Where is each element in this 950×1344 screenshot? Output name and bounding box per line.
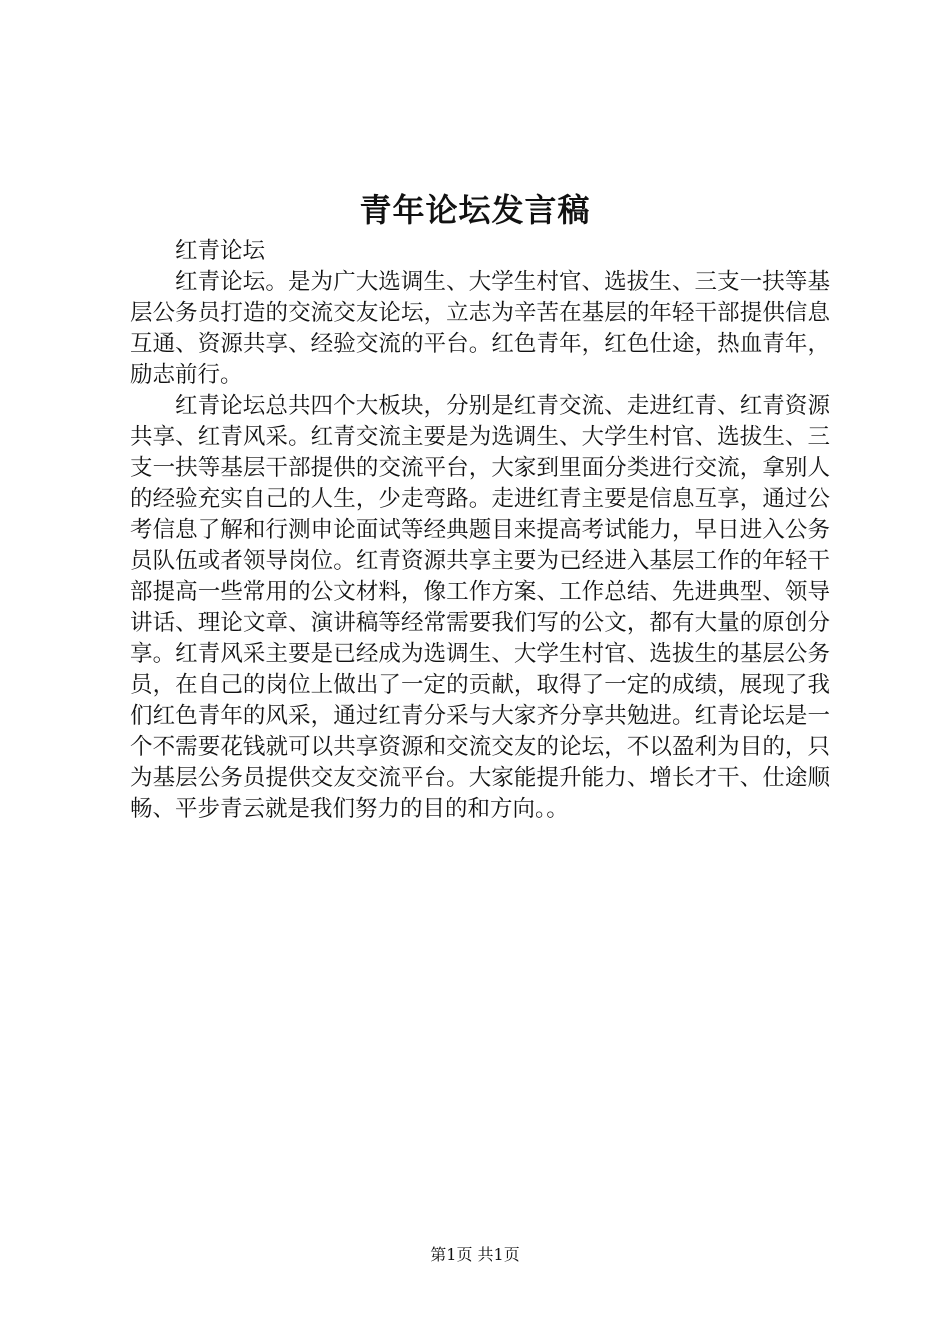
document-body [130,236,830,825]
paragraph-sections: 红青论坛总共四个大板块，分别是红青交流、走进红青、红青资源共享、红青风采。红青交流主要是为选调生、大学生村官、选拔生、三支一扶等基层干部提供的交流平台，大家到里面分类进行交流，拿别人的经验充实自己的人生，少走弯路。走进红青主要是信息互享，通过公考信息了解和行测申论面试等经典题目来提高考试能力，早日进入公务员队伍或者领导岗位。红青资源共享主要为已经进入基层工作的年轻干部提高一些常用的公文材料，像工作方案、工作总结、先进典型、领导讲话、理论文章、演讲稿等经常需要我们写的公文，都有大量的原创分享。红青风采主要是已经成为选调生、大学生村官、选拔生的基层公务员，在自己的岗位上做出了一定的贡献，取得了一定的成绩，展现了我们红色青年的风采，通过红青分采与大家齐分享共勉进。红青论坛是一个不需要花钱就可以共享资源和交流交友的论坛，不以盈利为目的，只为基层公务员提供交友交流平台。大家能提升能力、增长才干、仕途顺畅、平步青云就是我们努力的目的和方向。。 [130,393,830,822]
paragraph-subtitle: 红青论坛 [175,238,266,264]
page-footer: 第1页 共1页 [430,1245,520,1264]
paragraph-intro: 红青论坛。是为广大选调生、大学生村官、选拔生、三支一扶等基层公务员打造的交流交友论坛，立志为辛苦在基层的年轻干部提供信息互通、资源共享、经验交流的平台。红色青年，红色仕途，热血青年，励志前行。 [130,269,830,388]
document-title: 青年论坛发言稿 [359,191,591,229]
